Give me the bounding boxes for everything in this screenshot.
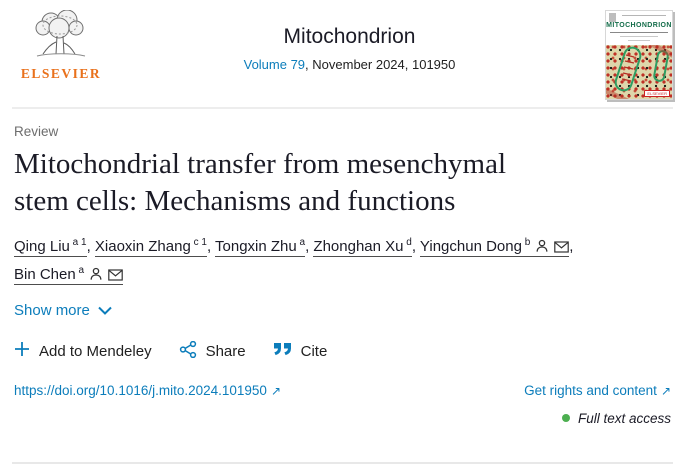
cite-quote-icon	[273, 342, 292, 361]
rights-and-content-link[interactable]: Get rights and content ↗	[524, 382, 671, 398]
add-to-mendeley-button[interactable]: Add to Mendeley	[14, 341, 152, 361]
cover-masthead	[606, 11, 672, 45]
article-header	[0, 124, 685, 426]
person-icon	[89, 267, 103, 281]
article-title: Mitochondrial transfer from mesenchymal stem cells: Mechanisms and functions	[14, 148, 507, 217]
journal-info	[104, 10, 595, 72]
doi-link[interactable]: https://doi.org/10.1016/j.mito.2024.101950 ↗	[14, 382, 281, 398]
journal-cover-thumbnail[interactable]	[605, 10, 673, 100]
volume-link[interactable]: Volume 79	[243, 57, 306, 72]
links-row	[14, 383, 671, 398]
elsevier-logo[interactable]	[18, 10, 104, 82]
issue-line	[104, 57, 595, 72]
share-button[interactable]: Share	[179, 341, 246, 362]
open-access-dot-icon	[562, 414, 570, 422]
author-link[interactable]: Qing Liu $^{a 1}$	[14, 237, 87, 255]
access-badge: Full text access	[577, 410, 671, 426]
cover-publisher-tag: ELSEVIER	[644, 90, 670, 97]
external-link-icon: ↗	[660, 383, 671, 398]
chevron-down-icon	[98, 302, 112, 319]
access-row	[14, 411, 671, 426]
author-list: Qing Liu $^{a 1}$, Xiaoxin Zhang $^{c 1}$, Tongxin Zhu $^a$, Zhonghan Xu $^d$, Yingchun Dong $^b$ , Bin Chen $^a$	[14, 237, 574, 283]
article-type-label: Review	[14, 124, 59, 139]
header-divider	[12, 107, 673, 109]
journal-title-link[interactable]: Mitochondrion	[283, 25, 416, 48]
author-link[interactable]: Tongxin Zhu $^a$	[215, 237, 306, 255]
show-more-button[interactable]	[14, 302, 112, 319]
person-icon	[535, 239, 549, 253]
bottom-divider	[12, 462, 673, 464]
show-more-label: Show more	[14, 301, 90, 319]
email-icon	[108, 269, 123, 281]
journal-header	[0, 0, 685, 100]
author-link[interactable]: Bin Chen $^a$	[14, 266, 123, 285]
elsevier-tree-icon	[29, 47, 93, 64]
plus-icon	[14, 341, 30, 361]
cover-journal-title: MITOCHONDRION	[606, 22, 672, 29]
author-link[interactable]: Xiaoxin Zhang $^{c 1}$	[94, 237, 207, 255]
elsevier-wordmark: ELSEVIER	[20, 66, 102, 81]
author-link[interactable]: Yingchun Dong $^b$	[420, 238, 569, 257]
action-bar	[14, 341, 671, 362]
author-link[interactable]: Zhonghan Xu $^d$	[313, 237, 412, 255]
email-icon	[554, 241, 569, 253]
share-icon	[179, 341, 197, 362]
external-link-icon: ↗	[270, 383, 281, 398]
issue-rest: , November 2024, 101950	[305, 57, 456, 72]
cite-button[interactable]: Cite	[273, 342, 328, 361]
cover-elsevier-mark	[609, 13, 616, 22]
cover-artwork	[606, 45, 672, 99]
